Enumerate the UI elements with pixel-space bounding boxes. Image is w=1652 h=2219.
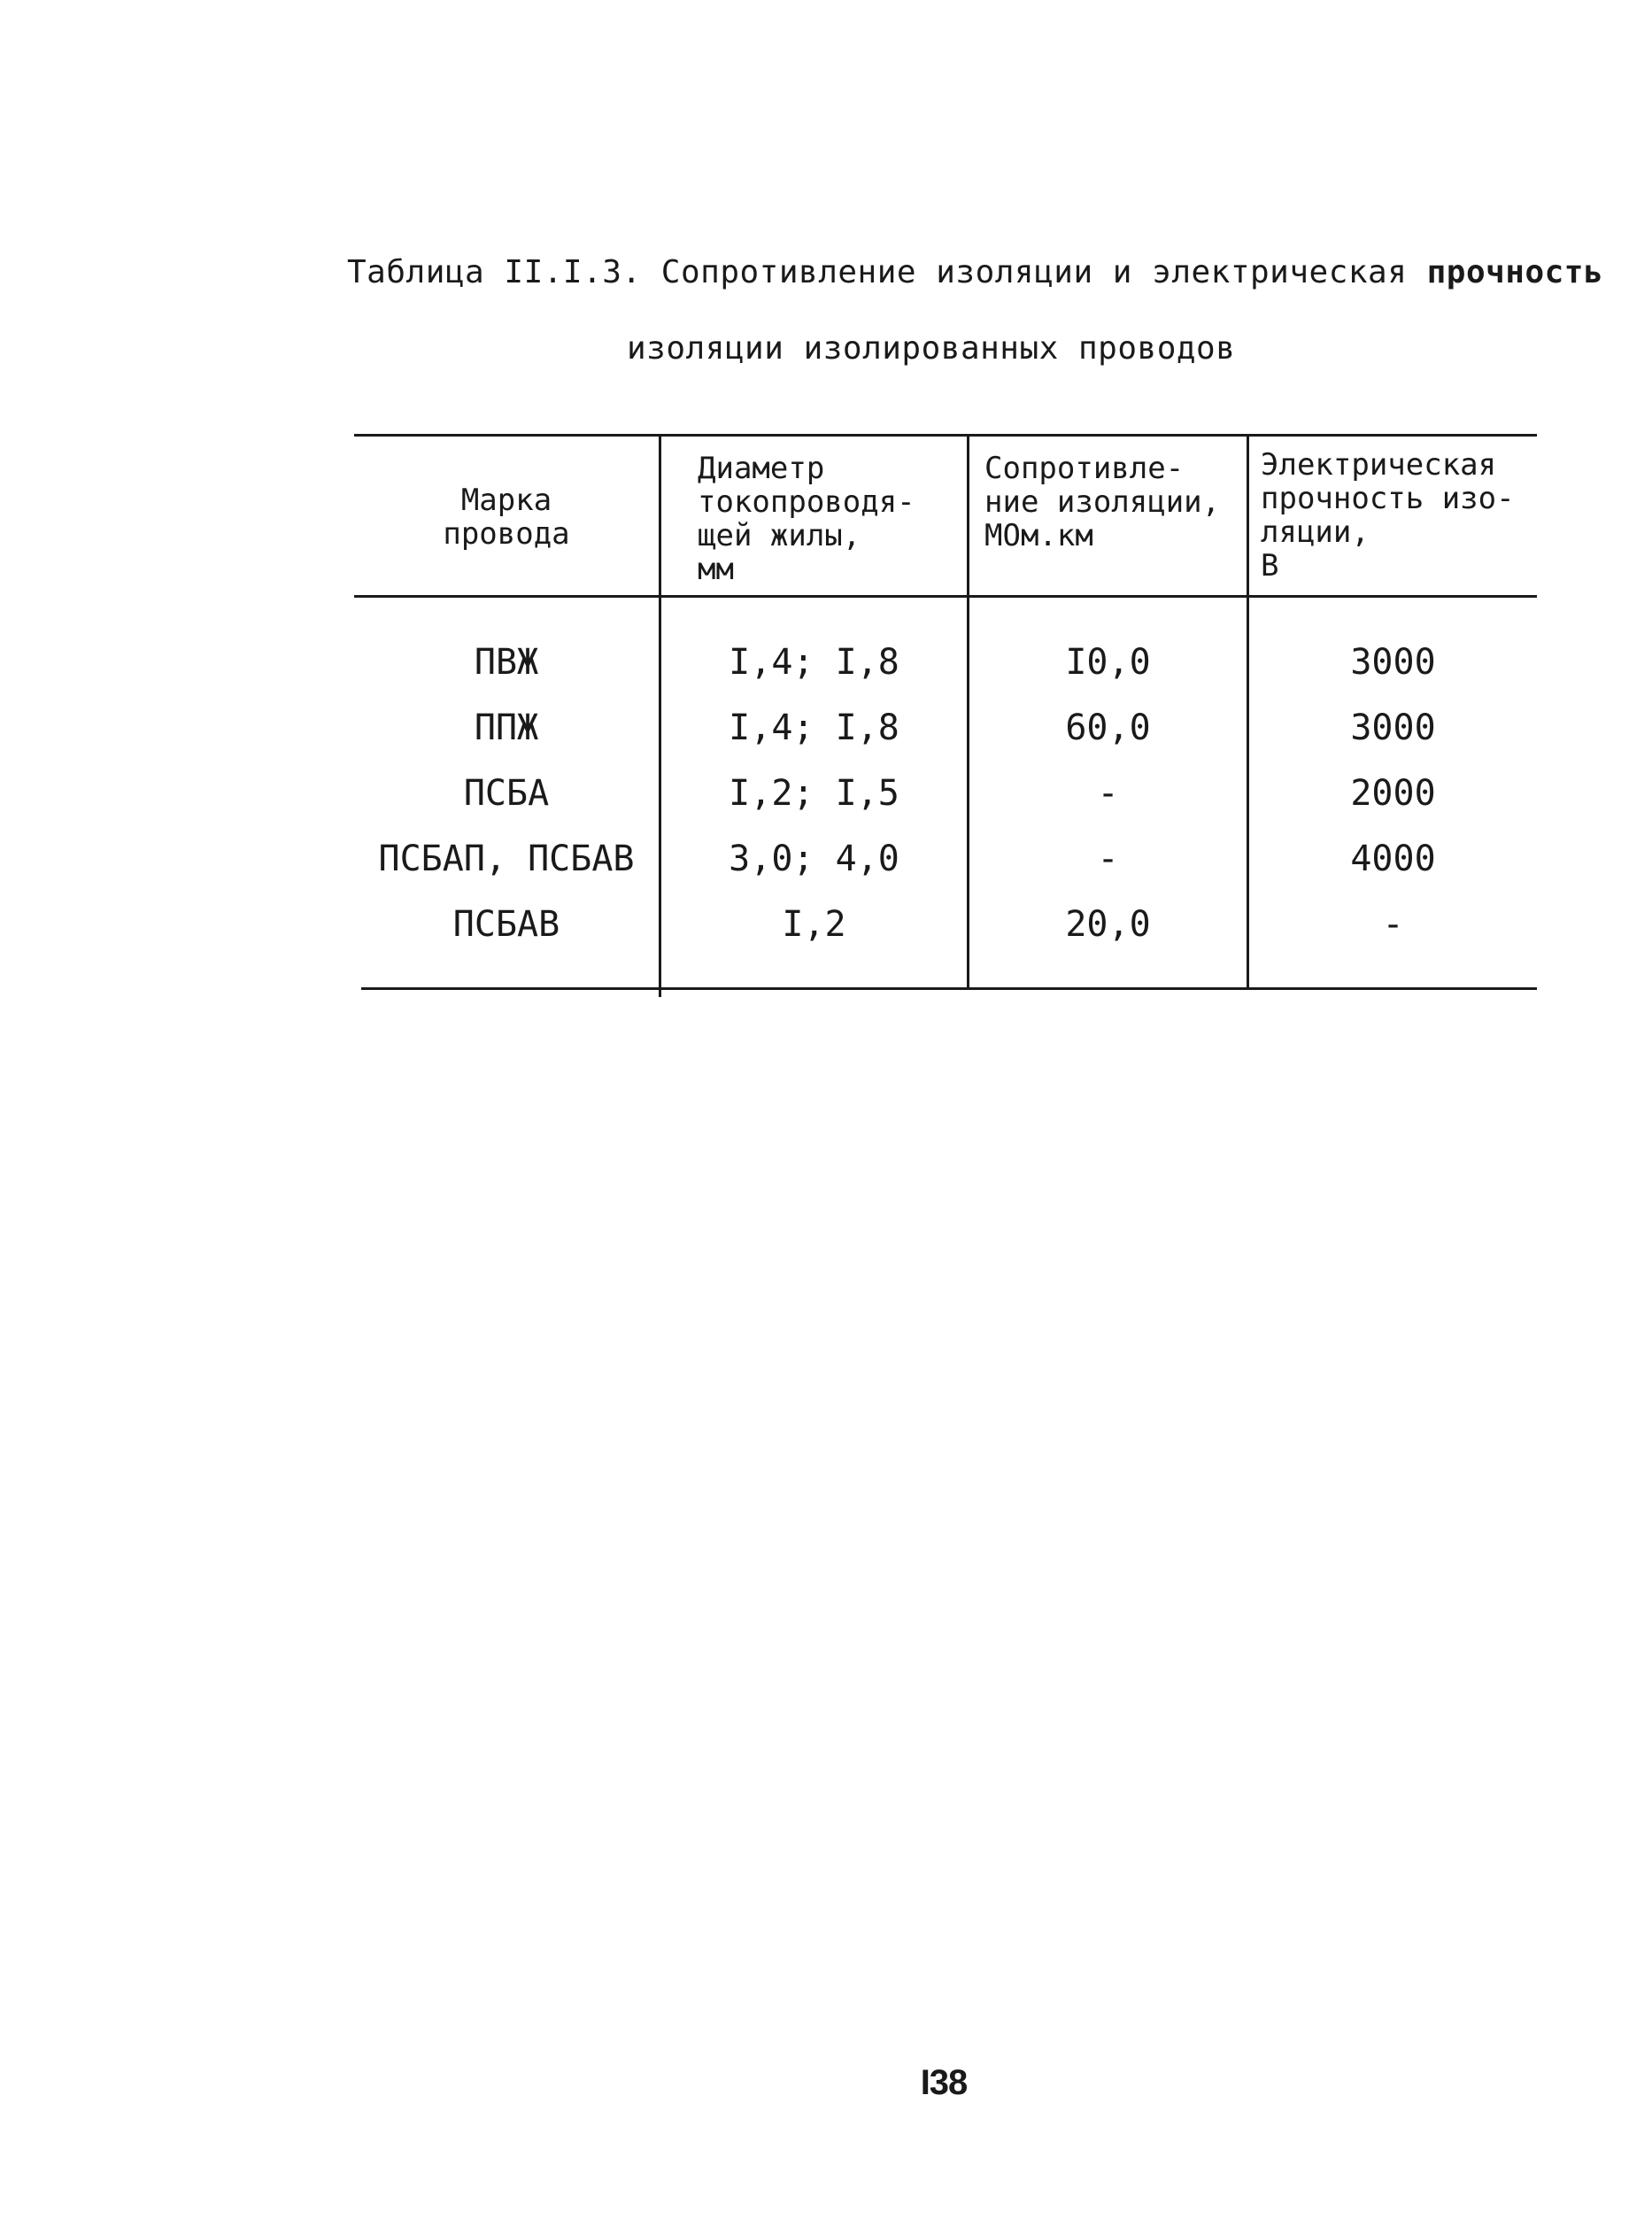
table-bottom-rule (361, 987, 1537, 990)
cell-strength-2: 3000 (1350, 707, 1436, 748)
cell-strength-5: - (1382, 904, 1404, 945)
caption-title-part1: Сопротивление изоляции и электрическая (660, 254, 1408, 290)
cell-diameter-1: I,4; I,8 (729, 642, 899, 683)
table-top-rule (354, 434, 1537, 437)
cell-brand-4: ПСБАП, ПСБАВ (378, 839, 635, 879)
cell-diameter-4: 3,0; 4,0 (729, 839, 899, 879)
cell-resistance-5: 20,0 (1065, 904, 1151, 945)
cell-brand-1: ПВЖ (474, 642, 539, 683)
table-caption (347, 250, 1604, 372)
header-diameter: Диаметр токопроводя- щей жилы, мм (698, 451, 915, 587)
header-strength: Электрическая прочность изо- ляции, В (1261, 447, 1515, 584)
caption-line-1 (347, 250, 1604, 296)
page-number: I38 (920, 2063, 968, 2102)
cell-brand-2: ППЖ (474, 707, 539, 748)
cell-brand-5: ПСБАВ (452, 904, 560, 945)
cell-strength-1: 3000 (1350, 642, 1436, 683)
cell-brand-3: ПСБА (463, 773, 550, 814)
caption-line-2: изоляции изолированных проводов (627, 330, 1236, 367)
cell-resistance-1: I0,0 (1065, 642, 1151, 683)
caption-title-part2: прочность (1426, 254, 1604, 290)
cell-strength-3: 2000 (1350, 773, 1436, 814)
caption-label: Таблица II.I.3. (347, 254, 642, 290)
cell-diameter-2: I,4; I,8 (729, 707, 899, 748)
cell-resistance-3: - (1097, 773, 1119, 814)
cell-resistance-4: - (1097, 839, 1119, 879)
cell-diameter-3: I,2; I,5 (729, 773, 899, 814)
header-resistance: Сопротивле- ние изоляции, МОм.км (984, 451, 1221, 553)
header-bottom-rule (354, 595, 1537, 598)
header-brand: Марка провода (443, 483, 570, 552)
cell-strength-4: 4000 (1350, 839, 1436, 879)
cell-diameter-5: I,2 (782, 904, 846, 945)
cell-resistance-2: 60,0 (1065, 707, 1151, 748)
insulation-table (354, 434, 1537, 1001)
